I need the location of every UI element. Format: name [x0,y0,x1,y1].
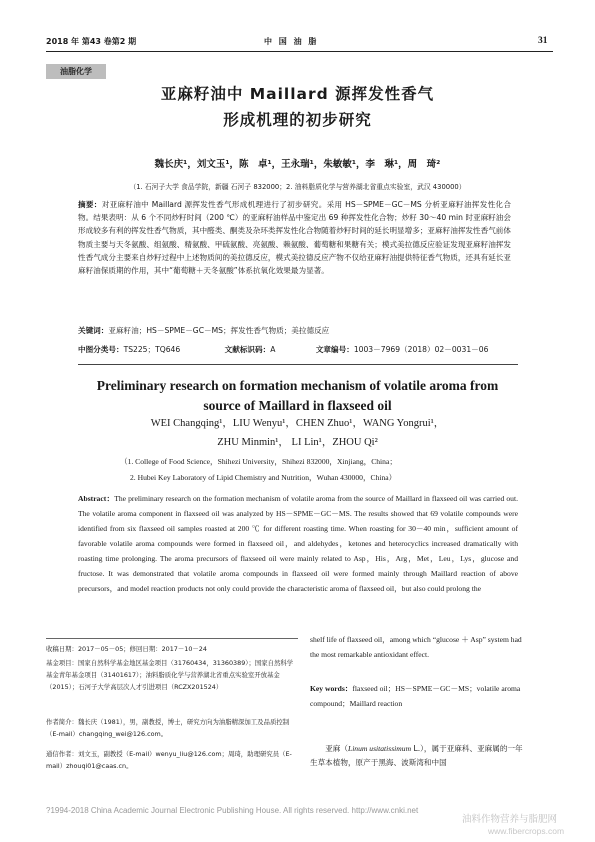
clc-value: TS225；TQ646 [123,345,181,354]
authors-en-line1: WEI Changqing¹，LIU Wenyu¹，CHEN Zhuo¹，WANG Yongrui¹， [150,418,445,429]
title-en-line1: Preliminary research on formation mechanism of volatile aroma from [96,378,499,393]
abstract-cn [78,198,511,277]
footnote-funding: 基金项目：国家自然科学基金地区基金项目（31760434，31360389）；国家自然科学基金青年基金项目（31401617）；油料脂质化学与营养湖北省重点实验室开放基金（2015）；石河子大学高层次人才引进项目（RCZX201524） [46,659,294,691]
keywords-cn-label: 关键词： [78,326,109,335]
title-cn-line2: 形成机理的初步研究 [223,111,372,129]
journal-name: 中 国 油 脂 [264,37,319,46]
copyright-footer: ?1994-2018 China Academic Journal Electronic Publishing House. All rights reserved. http://www.cnki.net [46,806,419,815]
keywords-en [310,681,523,711]
footnote-rule [46,638,298,639]
footnote-received: 收稿日期：2017－05－05；修回日期：2017－10－24 [46,645,207,653]
section-rule [78,364,518,365]
issue-info: 2018 年 第43 卷第2 期 [46,37,137,46]
abstract-en [78,491,518,596]
page-number: 31 [538,36,548,46]
abstract-en-label: Abstract： [78,494,115,503]
keywords-en-label: Key words： [310,684,353,693]
classification-line [78,344,518,355]
footnote-correspondence: 通信作者：刘文玉，副教授（E-mail）wenyu_liu@126.com；周琦，助理研究员（E-mail）zhouqi01@caas.cn。 [46,750,292,770]
title-cn-line1: 亚麻籽油中 Maillard 源挥发性香气 [160,85,435,103]
abstract-en-text: The preliminary research on the formation mechanism of volatile aroma from the source of Maillard in flaxseed oil was carried out. The volatile aroma component in flaxseed oil was analyzed by HS－SPME－GC－MS. The results showed that 69 volatile compounds were identified from six flaxseed oil samples roasted at 200 ℃ for different roasting time. When roasting for 30－40 min，sufficient amount of favorable volatile aroma compounds were formed in flaxseed oil，and aldehydes，ketones and heterocyclics increased dramatically with roasting time prolonging. The aroma precursors of flaxseed oil were mainly related to Asp，His，Arg，Met，Leu，Lys，glucose and fructose. It was demonstrated that volatile aroma compounds in flaxseed oil were formed mainly through Maillard reaction of above precursors，and model reaction products not only could provide the characteristic aroma of flaxseed oil，but also could prolong the [78,494,518,593]
doc-code-value: A [270,345,276,354]
abstract-cn-text: 对亚麻籽油中 Maillard 源挥发性香气形成机理进行了初步研究。采用 HS－SPME－GC－MS 分析亚麻籽油挥发性化合物。结果表明：从 6 个不同炒籽时间（200 ℃）的亚麻籽油样品中鉴定出 69 种挥发性化合物；炒籽 30～40 min 时亚麻籽油会形成较多有利的挥发性香气物质，其中醛类、酮类及杂环类挥发性化合物随着炒籽时间的延长明显增多；亚麻籽油挥发性香气前体物质主要与天冬氨酸、组氨酸、精氨酸、甲硫氨酸、亮氨酸、赖氨酸、葡萄糖和果糖有关；模式美拉德反应验证发现亚麻籽油挥发性香气成分主要来自炒籽过程中上述物质间的美拉德反应，模式美拉德反应产物不仅给亚麻籽油提供特征香气物质，还具有延长亚麻籽油保质期的作用，其中“葡萄糖＋天冬氨酸”体系抗氧化效果最为显著。 [78,200,511,276]
abstract-en-continued: shelf life of flaxseed oil，among which “glucose ＋ Asp” system had the most remarkable antioxidant effect. [310,635,522,659]
abstract-cn-label: 摘要： [78,200,102,209]
clc-label: 中图分类号： [78,345,124,354]
affiliation-cn: （1. 石河子大学 食品学院，新疆 石河子 832000；2. 油料脂质化学与营养湖北省重点实验室，武汉 430000） [129,183,466,191]
intro-suffix: L.），属于亚麻科、亚麻属的一年生草本植物，原产于黑海、波斯湾和中国 [310,744,523,767]
article-number-label: 文章编号： [315,345,354,354]
intro-paragraph [310,742,523,770]
authors-cn: 魏长庆¹，刘文玉¹，陈 卓¹，王永瑞¹，朱敏敏¹，李 琳¹，周 琦² [154,159,441,170]
watermark-cn: 油料作物营养与脂肥网 [462,814,558,825]
title-en-line2: source of Maillard in flaxseed oil [203,398,392,413]
keywords-cn-text: 亚麻籽油；HS－SPME－GC－MS；挥发性香气物质；美拉德反应 [108,326,330,335]
category-badge: 油脂化学 [46,64,106,79]
doc-code-label: 文献标识码： [224,345,271,354]
keywords-en-text: flaxseed oil；HS－SPME－GC－MS；volatile aroma compound；Maillard reaction [310,684,521,708]
intro-species: Linum usitatissimum [347,744,412,753]
keywords-cn [78,324,511,337]
affiliation-en-line2: 2. Hubei Key Laboratory of Lipid Chemistry and Nutrition，Wuhan 430000，China） [130,473,397,482]
intro-prefix: 亚麻（ [325,744,348,753]
article-number-value: 1003－7969（2018）02－0031－06 [353,345,489,354]
watermark-url: www.fibercrops.com [488,826,565,836]
footnote-author-bio: 作者简介：魏长庆（1981），男，副教授，博士，研究方向为油脂精深加工及品质控制（E-mail）changqing_wei@126.com。 [46,718,290,738]
header-rule [46,51,553,52]
authors-en-line2: ZHU Minmin¹， LI Lin¹，ZHOU Qi² [217,437,378,448]
affiliation-en-line1: （1. College of Food Science，Shihezi University，Shihezi 832000，Xinjiang，China； [120,457,397,466]
